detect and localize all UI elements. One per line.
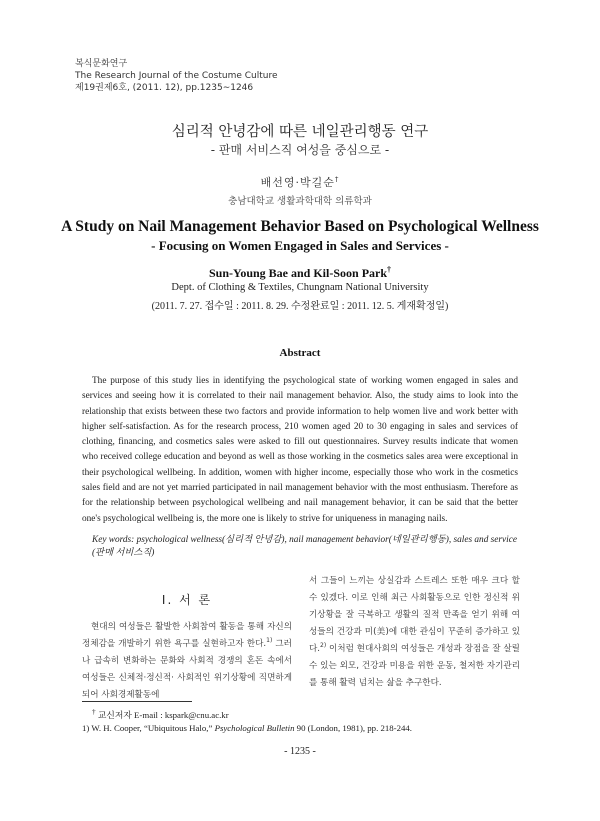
- journal-header: [75, 58, 278, 94]
- body-column-right: [309, 573, 520, 692]
- footnote-1-journal: Psychological Bulletin: [214, 722, 295, 733]
- corresponding-mark-ko: †: [334, 175, 340, 184]
- english-authors: [0, 265, 600, 281]
- korean-subtitle: - 판매 서비스직 여성을 중심으로 -: [210, 143, 390, 157]
- footnote-1-post: 90 (London, 1981), pp. 218-244.: [294, 722, 412, 733]
- english-affiliation: Dept. of Clothing & Textiles, Chungnam National University: [171, 282, 429, 293]
- footnote-ref-2: 2): [320, 642, 327, 650]
- submission-dates: (2011. 7. 27. 접수일 : 2011. 8. 29. 수정완료일 : 2011. 12. 5. 게재확정일): [151, 301, 449, 312]
- korean-author-names: 배선영·박길순: [260, 176, 335, 189]
- journal-name-en: The Research Journal of the Costume Culture: [75, 71, 278, 81]
- korean-title: 심리적 안녕감에 따른 네일관리행동 연구: [171, 124, 429, 140]
- corresponding-email: 교신저자 E-mail : kspark@cnu.ac.kr: [95, 709, 229, 720]
- body-text-left-1: 현대의 여성들은 활발한 사회참여 활동을 통해 자신의 정체감을 개발하기 위한 욕구를 실현하고자 한다.: [82, 622, 292, 649]
- footnote-1: [82, 722, 522, 735]
- body-text-right-1: 서 그들이 느끼는 상실감과 스트레스 또한 매우 크다 할 수 있겠다. 이로 인해 최근 사회활동으로 인한 정신적 위기상황을 잘 극복하고 생활의 질적 만족을 얻기 위해 여성들의 건강과 미(美)에 대한 관심이 꾸준히 증가하고 있다.: [309, 576, 520, 654]
- abstract-text: The purpose of this study lies in identifying the psychological state of working women engaged in sales and services and seeing how it is correlated to their nail management behavior. Also, the study aims to look into the relationship that exists between these two factors and provide information to help women live and work better with higher self-satisfaction. As for the research process, 210 women aged 20 to 30 engaging in sales and services of clothing, financing, and cosmetics sales were asked to fill out questionnaires. Survey results indicate that women who received college education and beyond as well as those working in the cosmetics sales area were exceptional in their psychological wellbeing. In addition, women with higher income, especially those who work in the cosmetics sales field and are not yet married participated in nail management behavior with the most enthusiasm. Therefore as for the relationship between psychological wellbeing and nail management behavior, it can be said that the better one's psychological wellbeing is, the more one is likely to strive for uniqueness in managing nails.: [82, 376, 518, 524]
- body-column-left: [82, 619, 292, 704]
- footnote-corresponding: [82, 705, 522, 722]
- korean-authors: [0, 174, 600, 190]
- english-author-names: Sun-Young Bae and Kil-Soon Park: [208, 266, 388, 280]
- body-text-right-2: 이처럼 현대사회의 여성들은 개성과 장점을 잘 살릴 수 있는 외모, 건강과 미용을 위한 운동, 철저한 자기관리를 통해 활력 넘치는 삶을 추구한다.: [309, 644, 520, 688]
- page-number: - 1235 -: [284, 746, 316, 757]
- english-title: A Study on Nail Management Behavior Based on Psychological Wellness: [61, 218, 539, 235]
- footnote-1-pre: 1) W. H. Cooper, “Ubiquitous Halo,”: [82, 722, 215, 733]
- korean-affiliation: 충남대학교 생활과학대학 의류학과: [228, 196, 372, 207]
- journal-name-ko: 복식문화연구: [75, 59, 128, 69]
- body-text-left-2: 그러나 급속히 변화하는 문화와 사회적 경쟁의 혼돈 속에서 여성들은 신체적·정신적· 사회적인 위기상황에 직면하게 되어 사회경제활동에: [82, 639, 292, 700]
- corresponding-mark-en: †: [387, 265, 392, 274]
- footnote-ref-1: 1): [266, 637, 273, 645]
- footnote-divider: [82, 701, 192, 702]
- corresponding-mark-footnote: †: [92, 707, 96, 716]
- footnotes: [82, 705, 522, 735]
- section-heading-introduction: Ⅰ. 서 론: [161, 593, 213, 607]
- abstract-heading: Abstract: [279, 347, 321, 359]
- journal-issue: 제19권제6호, (2011. 12), pp.1235∼1246: [75, 83, 254, 93]
- english-subtitle: - Focusing on Women Engaged in Sales and Services -: [151, 238, 449, 253]
- keywords: Key words: psychological wellness(심리적 안녕감), nail management behavior(네일관리행동), sales and service (판매 서비스직): [92, 535, 518, 558]
